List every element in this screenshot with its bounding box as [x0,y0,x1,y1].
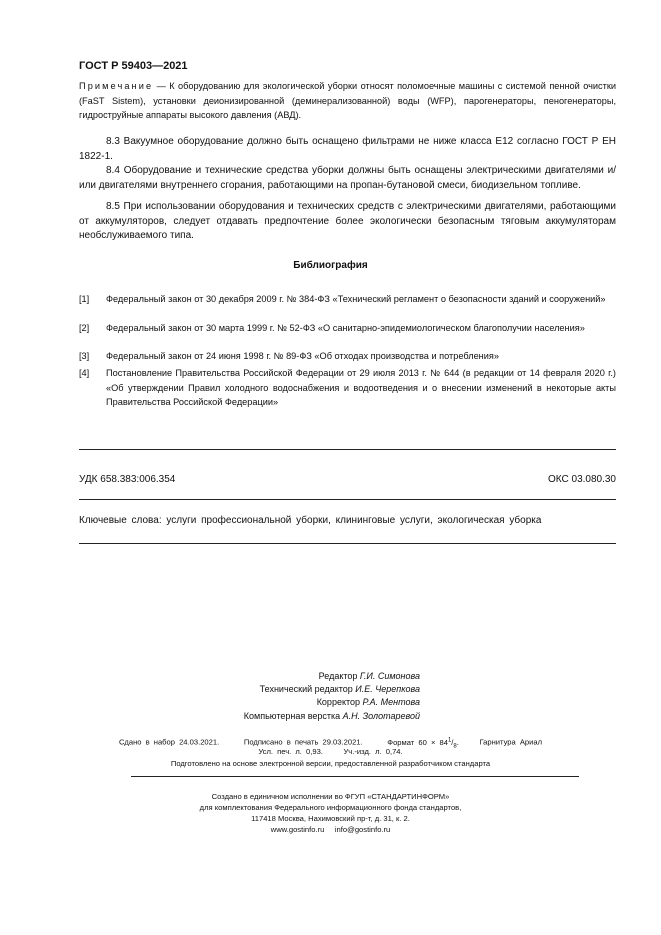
credits-block [170,670,420,723]
bibliography-number: [1] [79,294,90,304]
bibliography-text: Федеральный закон от 30 марта 1999 г. № 52-ФЗ «О санитарно-эпидемиологическом благополучии населения» [106,323,585,333]
publisher-block: Создано в единичном исполнении во ФГУП «СТАНДАРТИНФОРМ» для комплектования Федерального информационного фонда стандартов, 117418 Москва, Нахимовский пр-т, д. 31, к. 2. www.gostinfo.ru info@gostinfo.ru [199,792,462,834]
note-text: — К оборудованию для экологической уборки относят поломоечные машины с системой пенной очистки (FaST Sistem), установки деионизированной (деминерализованной) воды (WFP), парогенераторы, пеногенераторы, гидроструйные аппараты высокого давления (АВД). [79,81,616,121]
credit-layout: Компьютерная верстка А.Н. Золотаревой [243,710,420,721]
paragraph-8-4: 8.4 Оборудование и технические средства уборки должны быть оснащены электрическими двигателями и/или двигателями внутреннего сгорания, работающими на пропан-бутановой смеси, биодизельном топливе. [79,165,616,191]
bibliography-text: Постановление Правительства Российской Федерации от 29 июля 2013 г. № 644 (в редакции от 14 февраля 2020 г.) «Об утверждении Правил холодного водоснабжения и водоотведения и о внесении изменений в некоторые акты Правительства Российской Федерации» [106,368,616,408]
typeface: Гарнитура Ариал [479,737,543,747]
note-paragraph [79,79,616,123]
bibliography-number: [2] [79,323,90,333]
bibliography-title: Библиография [293,260,368,271]
credit-editor: Редактор Г.И. Симонова [318,671,420,681]
sent-date: Сдано в набор 24.03.2021. [118,737,220,747]
bibliography-text: Федеральный закон от 30 декабря 2009 г. № 384-ФЗ «Технический регламент о безопасности зданий и сооружений» [106,294,606,304]
note-label: Примечание [79,81,154,91]
credit-corrector: Корректор Р.А. Ментова [316,697,420,708]
standard-code: ГОСТ Р 59403—2021 [79,60,188,72]
signed-date: Подписано в печать 29.03.2021. [243,737,363,747]
bibliography-number: [3] [79,351,90,361]
divider-line [79,449,616,450]
bibliography-item [79,321,616,336]
bibliography-text: Федеральный закон от 24 июня 1998 г. № 89-ФЗ «Об отходах производства и потребления» [106,351,499,361]
bibliography-item [79,349,616,364]
paper-format: Формат $60 \times 84^1/_8$. [387,737,459,750]
divider-line [79,499,616,500]
bibliography-item [79,292,616,307]
udk-code: УДК 658.383:006.354 [79,474,176,485]
divider-line [131,776,579,777]
prepared-note: Подготовлено на основе электронной версии, предоставленной разработчиком стандарта [170,759,491,768]
paragraph-8-5: 8.5 При использовании оборудования и технических средств с электрическими двигателями, работающими от аккумуляторов, следует отдавать предпочтение более экологически безопасным тяговым аккумуляторам необслуживаемого типа. [79,201,616,242]
bibliography-item [79,366,616,410]
keywords-line: Ключевые слова: услуги профессиональной уборки, клининговые услуги, экологическая уборка [79,515,542,526]
oks-code: ОКС 03.080.30 [548,474,616,485]
credit-tech-editor: Технический редактор И.Е. Черепкова [259,684,420,695]
sheets-info: Усл. печ. л. 0,93. Уч.-изд. л. 0,74. [258,747,403,756]
bibliography-number: [4] [79,368,90,378]
paragraph-8-3: 8.3 Вакуумное оборудование должно быть оснащено фильтрами не ниже класса Е12 согласно ГОСТ Р ЕН 1822-1. [79,136,616,162]
divider-line [79,543,616,544]
